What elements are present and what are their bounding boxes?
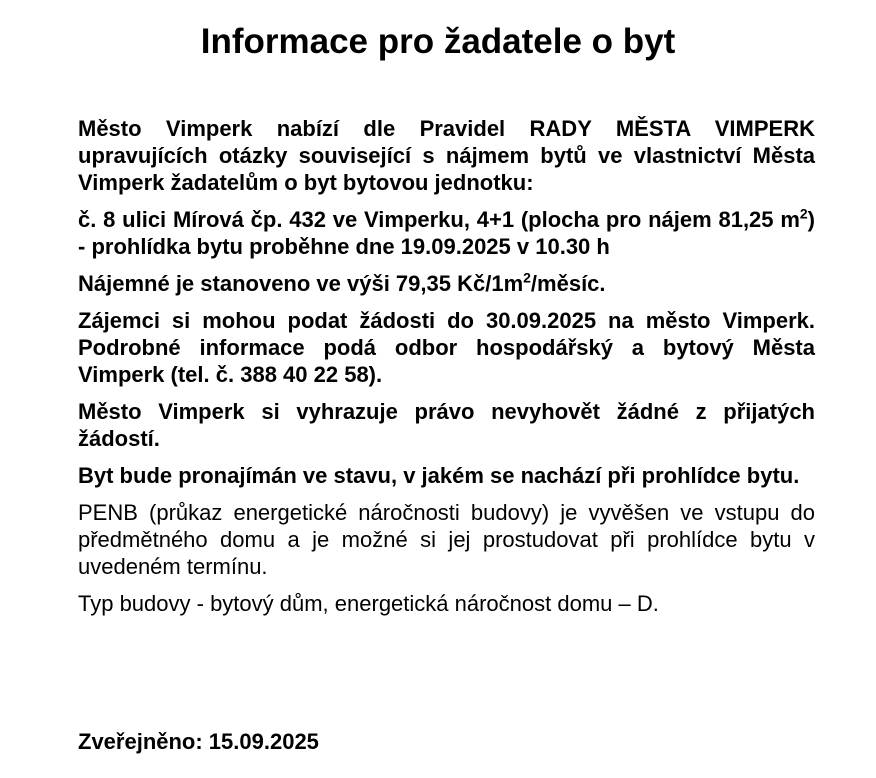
published-date: Zveřejněno: 15.09.2025 xyxy=(78,729,319,754)
rent-superscript: 2 xyxy=(523,269,531,286)
condition-paragraph: Byt bude pronajímán ve stavu, v jakém se nachází při prohlídce bytu. xyxy=(78,463,800,488)
building-type-paragraph: Typ budovy - bytový dům, energetická náročnost domu – D. xyxy=(78,591,659,616)
intro-paragraph: Město Vimperk nabízí dle Pravidel RADY MĚSTA VIMPERK upravujících otázky související s nájmem bytů ve vlastnictví Města Vimperk žadatelům o byt bytovou jednotku: xyxy=(78,116,815,195)
unit-text-end: ) - prohlídka bytu proběhne dne 19.09.2025 v 10.30 h xyxy=(78,207,815,259)
unit-paragraph xyxy=(78,206,815,260)
rent-text: Nájemné je stanoveno ve výši 79,35 Kč/1m xyxy=(78,271,524,296)
notice-body xyxy=(78,115,815,627)
unit-text: č. 8 ulici Mírová čp. 432 ve Vimperku, 4+1 (plocha pro nájem 81,25 m xyxy=(78,207,800,232)
notice-title: Informace pro žadatele o byt xyxy=(200,22,676,61)
penb-paragraph: PENB (průkaz energetické náročnosti budovy) je vyvěšen ve vstupu do předmětného domu a je možné si jej prostudovat při prohlídce bytu v uvedeném termínu. xyxy=(78,500,815,579)
applications-paragraph: Zájemci si mohou podat žádosti do 30.09.2025 na město Vimperk. Podrobné informace podá odbor hospodářský a bytový Města Vimperk (tel. č. 388 40 22 58). xyxy=(78,308,815,387)
rent-text-end: /měsíc. xyxy=(530,271,606,296)
reservation-paragraph: Město Vimperk si vyhrazuje právo nevyhovět žádné z přijatých žádostí. xyxy=(78,399,815,451)
rent-paragraph xyxy=(78,270,815,297)
unit-superscript: 2 xyxy=(799,205,808,222)
